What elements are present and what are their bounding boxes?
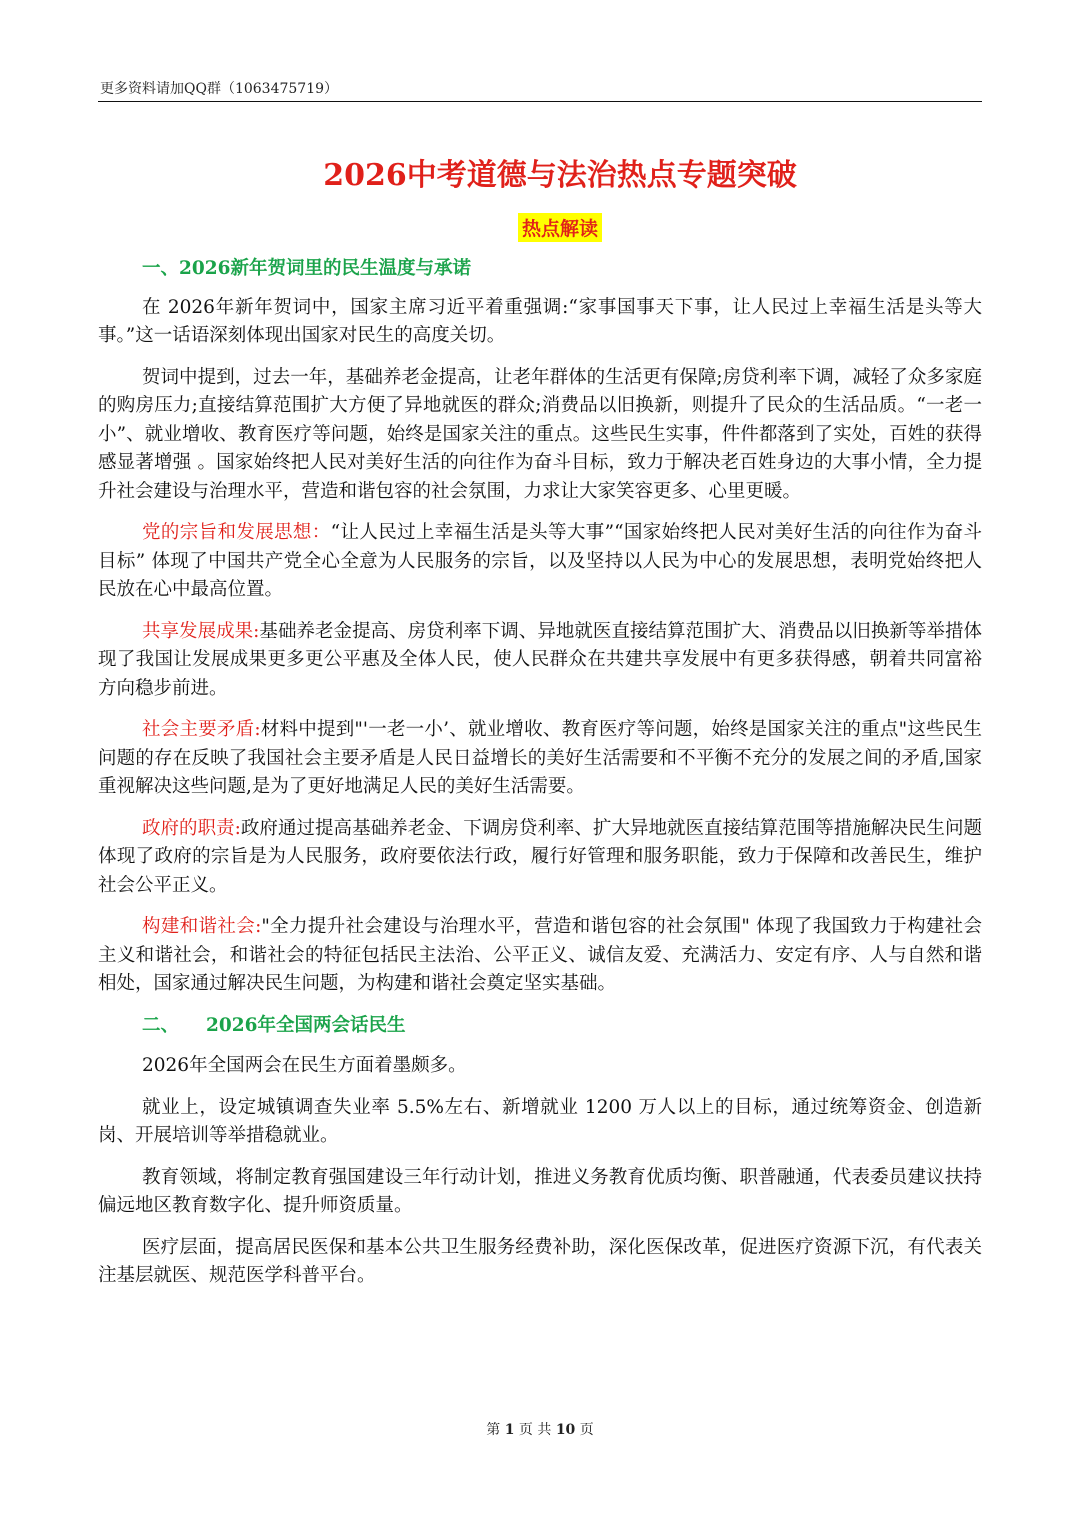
section1-paragraph-1: 在 2026年新年贺词中，国家主席习近平着重强调:“家事国事天下事，让人民过上幸福生活是头等大事。”这一话语深刻体现出国家对民生的高度关切。	[98, 296, 982, 346]
section2-number: 二、	[142, 1014, 180, 1036]
subtitle-wrap	[0, 213, 1080, 242]
subtitle-highlight: 热点解读	[518, 213, 602, 242]
section2-paragraph-3: 教育领域，将制定教育强国建设三年行动计划，推进义务教育优质均衡、职普融通，代表委员建议扶持偏远地区教育数字化、提升师资质量。	[98, 1166, 982, 1216]
section2-paragraph-1: 2026年全国两会在民生方面着墨颇多。	[142, 1055, 467, 1076]
paragraph-5-body: 材料中提到"'一老一小’、就业增收、教育医疗等问题，始终是国家关注的重点"这些民生问题的存在反映了我国社会主要矛盾是人民日益增长的美好生活需要和不平衡不充分的发展之间的矛盾,国家重视解决这些问题,是为了更好地满足人民的美好生活需要。	[98, 719, 982, 797]
section1-paragraph-2: 贺词中提到，过去一年，基础养老金提高，让老年群体的生活更有保障;房贷利率下调，减轻了众多家庭的购房压力;直接结算范围扩大方便了异地就医的群众;消费品以旧换新，则提升了民众的生活品质。“一老一小”、就业增收、教育医疗等问题，始终是国家关注的重点。这些民生实事，件件都落到了实处，百姓的获得感显著增强 。国家始终把人民对美好生活的向往作为奋斗目标，致力于解决老百姓身边的大事小情，全力提升社会建设与治理水平，营造和谐包容的社会氛围，力求让大家笑容更多、心里更暖。	[98, 366, 982, 502]
section1-paragraph-3	[98, 519, 982, 605]
section2-paragraph-2: 就业上，设定城镇调查失业率 5.5%左右、新增就业 1200 万人以上的目标，通过统筹资金、创造新岗、开展培训等举措稳就业。	[98, 1096, 982, 1146]
section1-paragraph-4	[98, 618, 982, 704]
paragraph-6-lead: 政府的职责:	[142, 817, 241, 839]
footer-total-pages: 10	[555, 1422, 576, 1438]
header-note: 更多资料请加QQ群（1063475719）	[100, 81, 339, 97]
paragraph-6-body: 政府通过提高基础养老金、下调房贷利率、扩大异地就医直接结算范围等措施解决民生问题体现了政府的宗旨是为人民服务，政府要依法行政，履行好管理和服务职能，致力于保障和改善民生，维护社会公平正义。	[98, 817, 982, 896]
section1-paragraph-6	[98, 815, 982, 901]
section2-title: 2026年全国两会话民生	[206, 1014, 406, 1036]
header-divider	[98, 101, 982, 102]
footer-mid: 页 共	[518, 1422, 552, 1438]
paragraph-3-lead: 党的宗旨和发展思想：	[142, 522, 331, 543]
paragraph-7-body: "全力提升社会建设与治理水平，营造和谐包容的社会氛围" 体现了我国致力于构建社会主义和谐社会，和谐社会的特征包括民主法治、公平正义、诚信友爱、充满活力、安定有序、人与自然和谐相处，国家通过解决民生问题，为构建和谐社会奠定坚实基础。	[98, 916, 982, 994]
paragraph-3-body: “让人民过上幸福生活是头等大事”“国家始终把人民对美好生活的向往作为奋斗目标” 体现了中国共产党全心全意为人民服务的宗旨，以及坚持以人民为中心的发展思想，表明党始终把人民放在心中最高位置。	[98, 522, 982, 600]
paragraph-5-lead: 社会主要矛盾:	[142, 719, 261, 740]
section1-paragraph-7	[98, 913, 982, 999]
paragraph-4-body: 基础养老金提高、房贷利率下调、异地就医直接结算范围扩大、消费品以旧换新等举措体现了我国让发展成果更多更公平惠及全体人民，使人民群众在共建共享发展中有更多获得感，朝着共同富裕方向稳步前进。	[98, 620, 982, 699]
footer-page-number: 1	[504, 1422, 515, 1438]
section2-heading	[98, 1012, 982, 1041]
footer-prefix: 第	[486, 1422, 501, 1438]
footer-suffix: 页	[579, 1422, 594, 1438]
page-title: 2026中考道德与法治热点专题突破	[323, 158, 797, 193]
content-body	[98, 255, 982, 1304]
section1-heading: 一、2026新年贺词里的民生温度与承诺	[142, 258, 471, 279]
page-footer	[0, 1419, 1080, 1439]
paragraph-7-lead: 构建和谐社会:	[142, 916, 262, 937]
section2-paragraph-4: 医疗层面，提高居民医保和基本公共卫生服务经费补助，深化医保改革，促进医疗资源下沉，有代表关注基层就医、规范医学科普平台。	[98, 1236, 982, 1286]
paragraph-4-lead: 共享发展成果:	[142, 620, 260, 642]
section1-paragraph-5	[98, 716, 982, 802]
